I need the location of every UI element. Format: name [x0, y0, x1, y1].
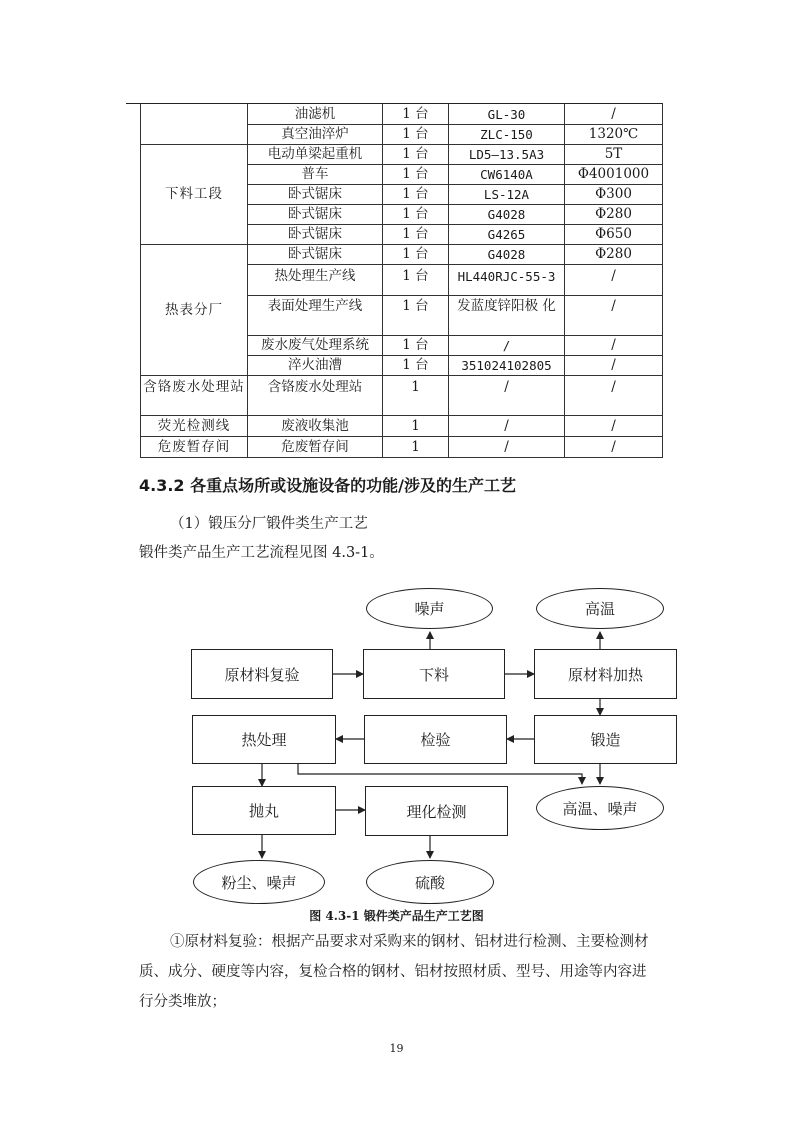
- equipment-model: LS-12A: [449, 185, 565, 205]
- equipment-model: ZLC-150: [449, 125, 565, 145]
- process-raw-heating-box: [534, 649, 677, 699]
- process-cutting-label: 下料: [418, 665, 449, 684]
- process-forging-box: [534, 715, 677, 764]
- equipment-name: 淬火油漕: [248, 356, 383, 376]
- equipment-name: 热处理生产线: [248, 265, 383, 296]
- group-cell: 下料工段: [141, 145, 248, 245]
- equipment-qty: 1: [383, 437, 449, 458]
- emission-acid-oval: [366, 860, 494, 904]
- subheading: （1）锻压分厂锻件类生产工艺: [170, 516, 368, 532]
- group-cell: 含铬废水处理站: [141, 376, 248, 416]
- equipment-spec: 5T: [565, 145, 663, 165]
- equipment-spec: Φ280: [565, 245, 663, 265]
- equipment-spec: Φ650: [565, 225, 663, 245]
- equipment-qty: 1: [383, 376, 449, 416]
- equipment-model: G4265: [449, 225, 565, 245]
- intro-text: 锻件类产品生产工艺流程见图 4.3-1。: [139, 545, 384, 561]
- equipment-name: 含铬废水处理站: [248, 376, 383, 416]
- equipment-table: [140, 103, 663, 458]
- equipment-name: 废水废气处理系统: [248, 336, 383, 356]
- process-inspection-label: 检验: [420, 731, 451, 749]
- group-cell: [141, 104, 248, 145]
- process-cutting-box: [363, 649, 505, 699]
- equipment-spec: Φ300: [565, 185, 663, 205]
- equipment-model: /: [449, 437, 565, 458]
- equipment-name: 卧式锯床: [248, 225, 383, 245]
- process-forging-label: 锻造: [590, 731, 621, 749]
- equipment-spec: /: [565, 437, 663, 458]
- equipment-model: HL440RJC-55-3: [449, 265, 565, 296]
- equipment-model: /: [449, 336, 565, 356]
- equipment-qty: 1: [383, 416, 449, 437]
- equipment-qty: 1 台: [383, 356, 449, 376]
- equipment-qty: 1 台: [383, 185, 449, 205]
- table-row: [141, 104, 663, 125]
- body-line-2: 质、成分、硬度等内容，复检合格的钢材、铝材按照材质、型号、用途等内容进: [139, 964, 647, 980]
- equipment-name: 卧式锯床: [248, 185, 383, 205]
- emission-dust-noise-label: 粉尘、噪声: [221, 873, 297, 892]
- equipment-name: 表面处理生产线: [248, 296, 383, 336]
- equipment-name: 废液收集池: [248, 416, 383, 437]
- equipment-name: 卧式锯床: [248, 245, 383, 265]
- emission-noise-oval: [366, 588, 493, 629]
- group-cell: 热表分厂: [141, 245, 248, 376]
- process-shot-blast-label: 抛丸: [248, 802, 279, 820]
- equipment-model: /: [449, 376, 565, 416]
- emission-hightemp-noise-label: 高温、噪声: [562, 799, 638, 818]
- emission-hightemp-label: 高温: [584, 600, 615, 618]
- equipment-model: LD5—13.5A3: [449, 145, 565, 165]
- process-raw-recheck-box: [191, 649, 333, 699]
- equipment-model: 发蓝度锌阳极 化: [449, 296, 565, 336]
- process-raw-recheck-label: 原材料复验: [224, 665, 300, 684]
- equipment-qty: 1 台: [383, 125, 449, 145]
- emission-noise-label: 噪声: [414, 600, 445, 618]
- emission-acid-label: 硫酸: [414, 873, 445, 892]
- equipment-spec: Φ280: [565, 205, 663, 225]
- process-physchem-box: [365, 786, 508, 836]
- process-physchem-label: 理化检测: [406, 802, 467, 821]
- equipment-model: CW6140A: [449, 165, 565, 185]
- equipment-qty: 1 台: [383, 205, 449, 225]
- equipment-qty: 1 台: [383, 265, 449, 296]
- equipment-qty: 1 台: [383, 296, 449, 336]
- equipment-name: 电动单梁起重机: [248, 145, 383, 165]
- equipment-qty: 1 台: [383, 336, 449, 356]
- equipment-model: 351024102805: [449, 356, 565, 376]
- equipment-qty: 1 台: [383, 145, 449, 165]
- emission-dust-noise-oval: [193, 860, 325, 904]
- equipment-name: 卧式锯床: [248, 205, 383, 225]
- body-line-1: ①原材料复验：根据产品要求对采购来的钢材、铝材进行检测、主要检测材: [170, 934, 649, 950]
- table-row: [141, 145, 663, 165]
- equipment-model: G4028: [449, 245, 565, 265]
- equipment-spec: /: [565, 296, 663, 336]
- equipment-spec: /: [565, 265, 663, 296]
- equipment-spec: /: [565, 104, 663, 125]
- process-inspection-box: [364, 715, 507, 764]
- process-shot-blast-box: [192, 786, 336, 835]
- equipment-spec: /: [565, 356, 663, 376]
- equipment-spec: /: [565, 336, 663, 356]
- process-raw-heating-label: 原材料加热: [567, 665, 643, 684]
- equipment-qty: 1 台: [383, 165, 449, 185]
- table-top-rule: [126, 103, 662, 104]
- equipment-qty: 1 台: [383, 225, 449, 245]
- equipment-spec: 1320℃: [565, 125, 663, 145]
- equipment-model: /: [449, 416, 565, 437]
- equipment-name: 普车: [248, 165, 383, 185]
- table-row: [141, 245, 663, 265]
- emission-hightemp-oval: [536, 588, 664, 629]
- equipment-name: 真空油淬炉: [248, 125, 383, 145]
- arrow-heattreat-to-noise-oval: [298, 764, 582, 784]
- table-row: [141, 437, 663, 458]
- equipment-spec: /: [565, 416, 663, 437]
- equipment-model: G4028: [449, 205, 565, 225]
- emission-hightemp-noise-oval: [536, 786, 664, 830]
- equipment-spec: /: [565, 376, 663, 416]
- group-cell: 荧光检测线: [141, 416, 248, 437]
- table-row: [141, 376, 663, 416]
- equipment-model: GL-30: [449, 104, 565, 125]
- figure-caption: 图 4.3-1 锻件类产品生产工艺图: [309, 909, 484, 923]
- equipment-name: 油滤机: [248, 104, 383, 125]
- equipment-qty: 1 台: [383, 104, 449, 125]
- equipment-qty: 1 台: [383, 245, 449, 265]
- process-heat-treatment-label: 热处理: [241, 731, 287, 749]
- table-row: [141, 416, 663, 437]
- process-heat-treatment-box: [192, 715, 336, 764]
- section-heading: 4.3.2 各重点场所或设施设备的功能/涉及的生产工艺: [139, 476, 516, 495]
- equipment-spec: Φ4001000: [565, 165, 663, 185]
- body-line-3: 行分类堆放；: [139, 994, 226, 1010]
- group-cell: 危废暂存间: [141, 437, 248, 458]
- equipment-name: 危废暂存间: [248, 437, 383, 458]
- page-number: 19: [389, 1042, 404, 1055]
